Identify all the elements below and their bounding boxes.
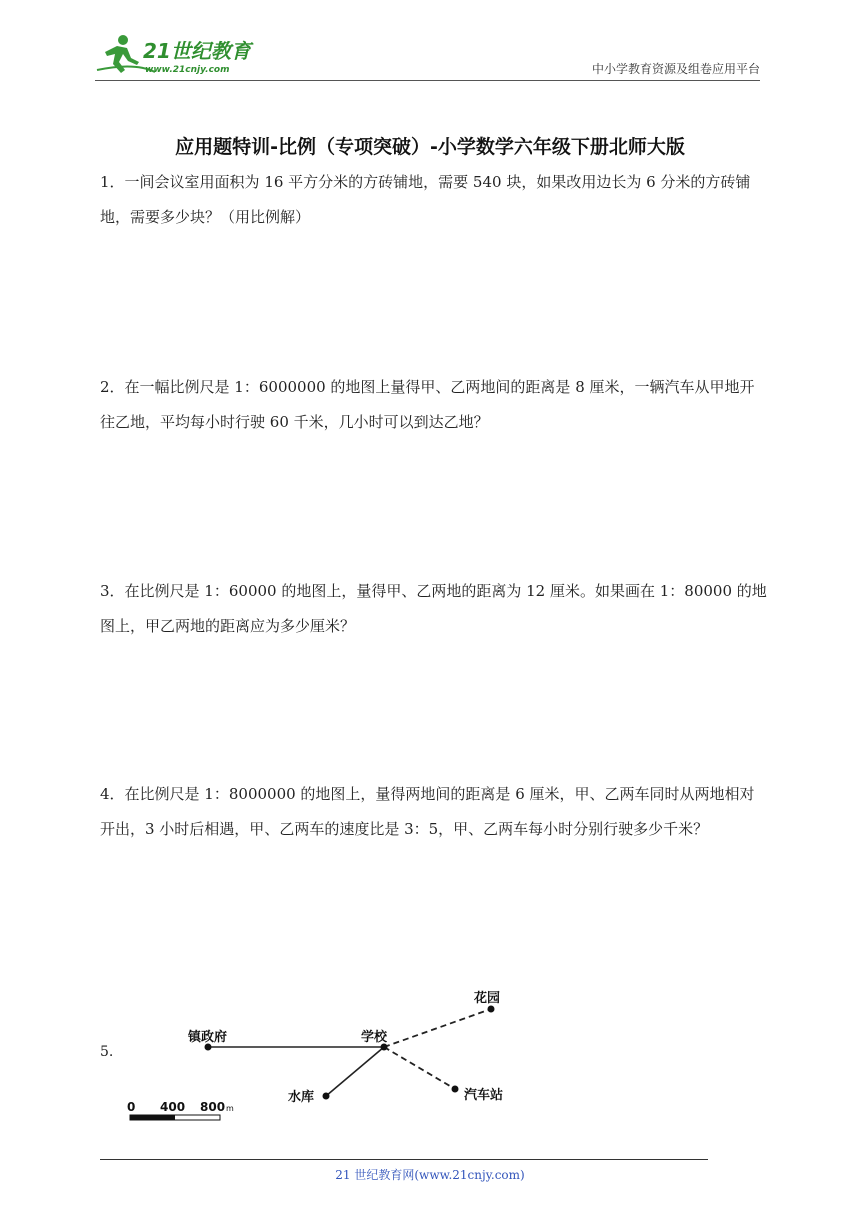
question-3: 3．在比例尺是 1：60000 的地图上，量得甲、乙两地的距离为 12 厘米。如果画在 1：80000 的地图上，甲乙两地的距离应为多少厘米？ bbox=[100, 582, 767, 635]
logo-main-text: 21世纪教育 bbox=[143, 39, 251, 63]
page-header bbox=[95, 28, 760, 80]
question-4: 4．在比例尺是 1：8000000 的地图上，量得两地间的距离是 6 厘米，甲、乙两车同时从两地相对开出，3 小时后相遇，甲、乙两车的速度比是 3：5，甲、乙两车每小时分别行驶多少千米？ bbox=[100, 785, 755, 838]
header-divider bbox=[95, 80, 760, 81]
21cnjy-logo bbox=[95, 32, 265, 78]
label-reservoir: 水库 bbox=[288, 1090, 315, 1105]
location-map bbox=[120, 985, 540, 1130]
road-school-station bbox=[384, 1047, 455, 1089]
scale-unit: m bbox=[226, 1104, 234, 1113]
label-school: 学校 bbox=[361, 1030, 388, 1045]
scale-tick-800: 800 bbox=[200, 1100, 226, 1114]
scale-tick-400: 400 bbox=[160, 1100, 186, 1114]
page-title: 应用题特训-比例（专项突破）-小学数学六年级下册北师大版 bbox=[175, 136, 685, 158]
footer-divider bbox=[100, 1159, 708, 1160]
station-point bbox=[452, 1086, 459, 1093]
footer-text: 21 世纪教育网(www.21cnjy.com) bbox=[335, 1168, 525, 1182]
question-5-number: 5. bbox=[100, 1044, 114, 1060]
logo-url-text: www.21cnjy.com bbox=[145, 65, 230, 75]
road-school-garden bbox=[384, 1009, 491, 1047]
label-garden: 花园 bbox=[474, 991, 501, 1006]
reservoir-point bbox=[323, 1093, 330, 1100]
garden-point bbox=[488, 1006, 495, 1013]
scale-bar bbox=[127, 1100, 234, 1120]
question-1: 1．一间会议室用面积为 16 平方分米的方砖铺地，需要 540 块，如果改用边长为 6 分米的方砖铺地，需要多少块？（用比例解） bbox=[100, 173, 751, 226]
road-school-reservoir bbox=[326, 1047, 384, 1096]
scale-tick-0: 0 bbox=[127, 1100, 136, 1114]
label-town-gov: 镇政府 bbox=[188, 1030, 228, 1045]
label-bus-station: 汽车站 bbox=[464, 1088, 504, 1103]
question-2: 2．在一幅比例尺是 1：6000000 的地图上量得甲、乙两地间的距离是 8 厘米，一辆汽车从甲地开往乙地，平均每小时行驶 60 千米，几小时可以到达乙地？ bbox=[100, 378, 755, 431]
header-platform-text: 中小学教育资源及组卷应用平台 bbox=[591, 62, 760, 76]
